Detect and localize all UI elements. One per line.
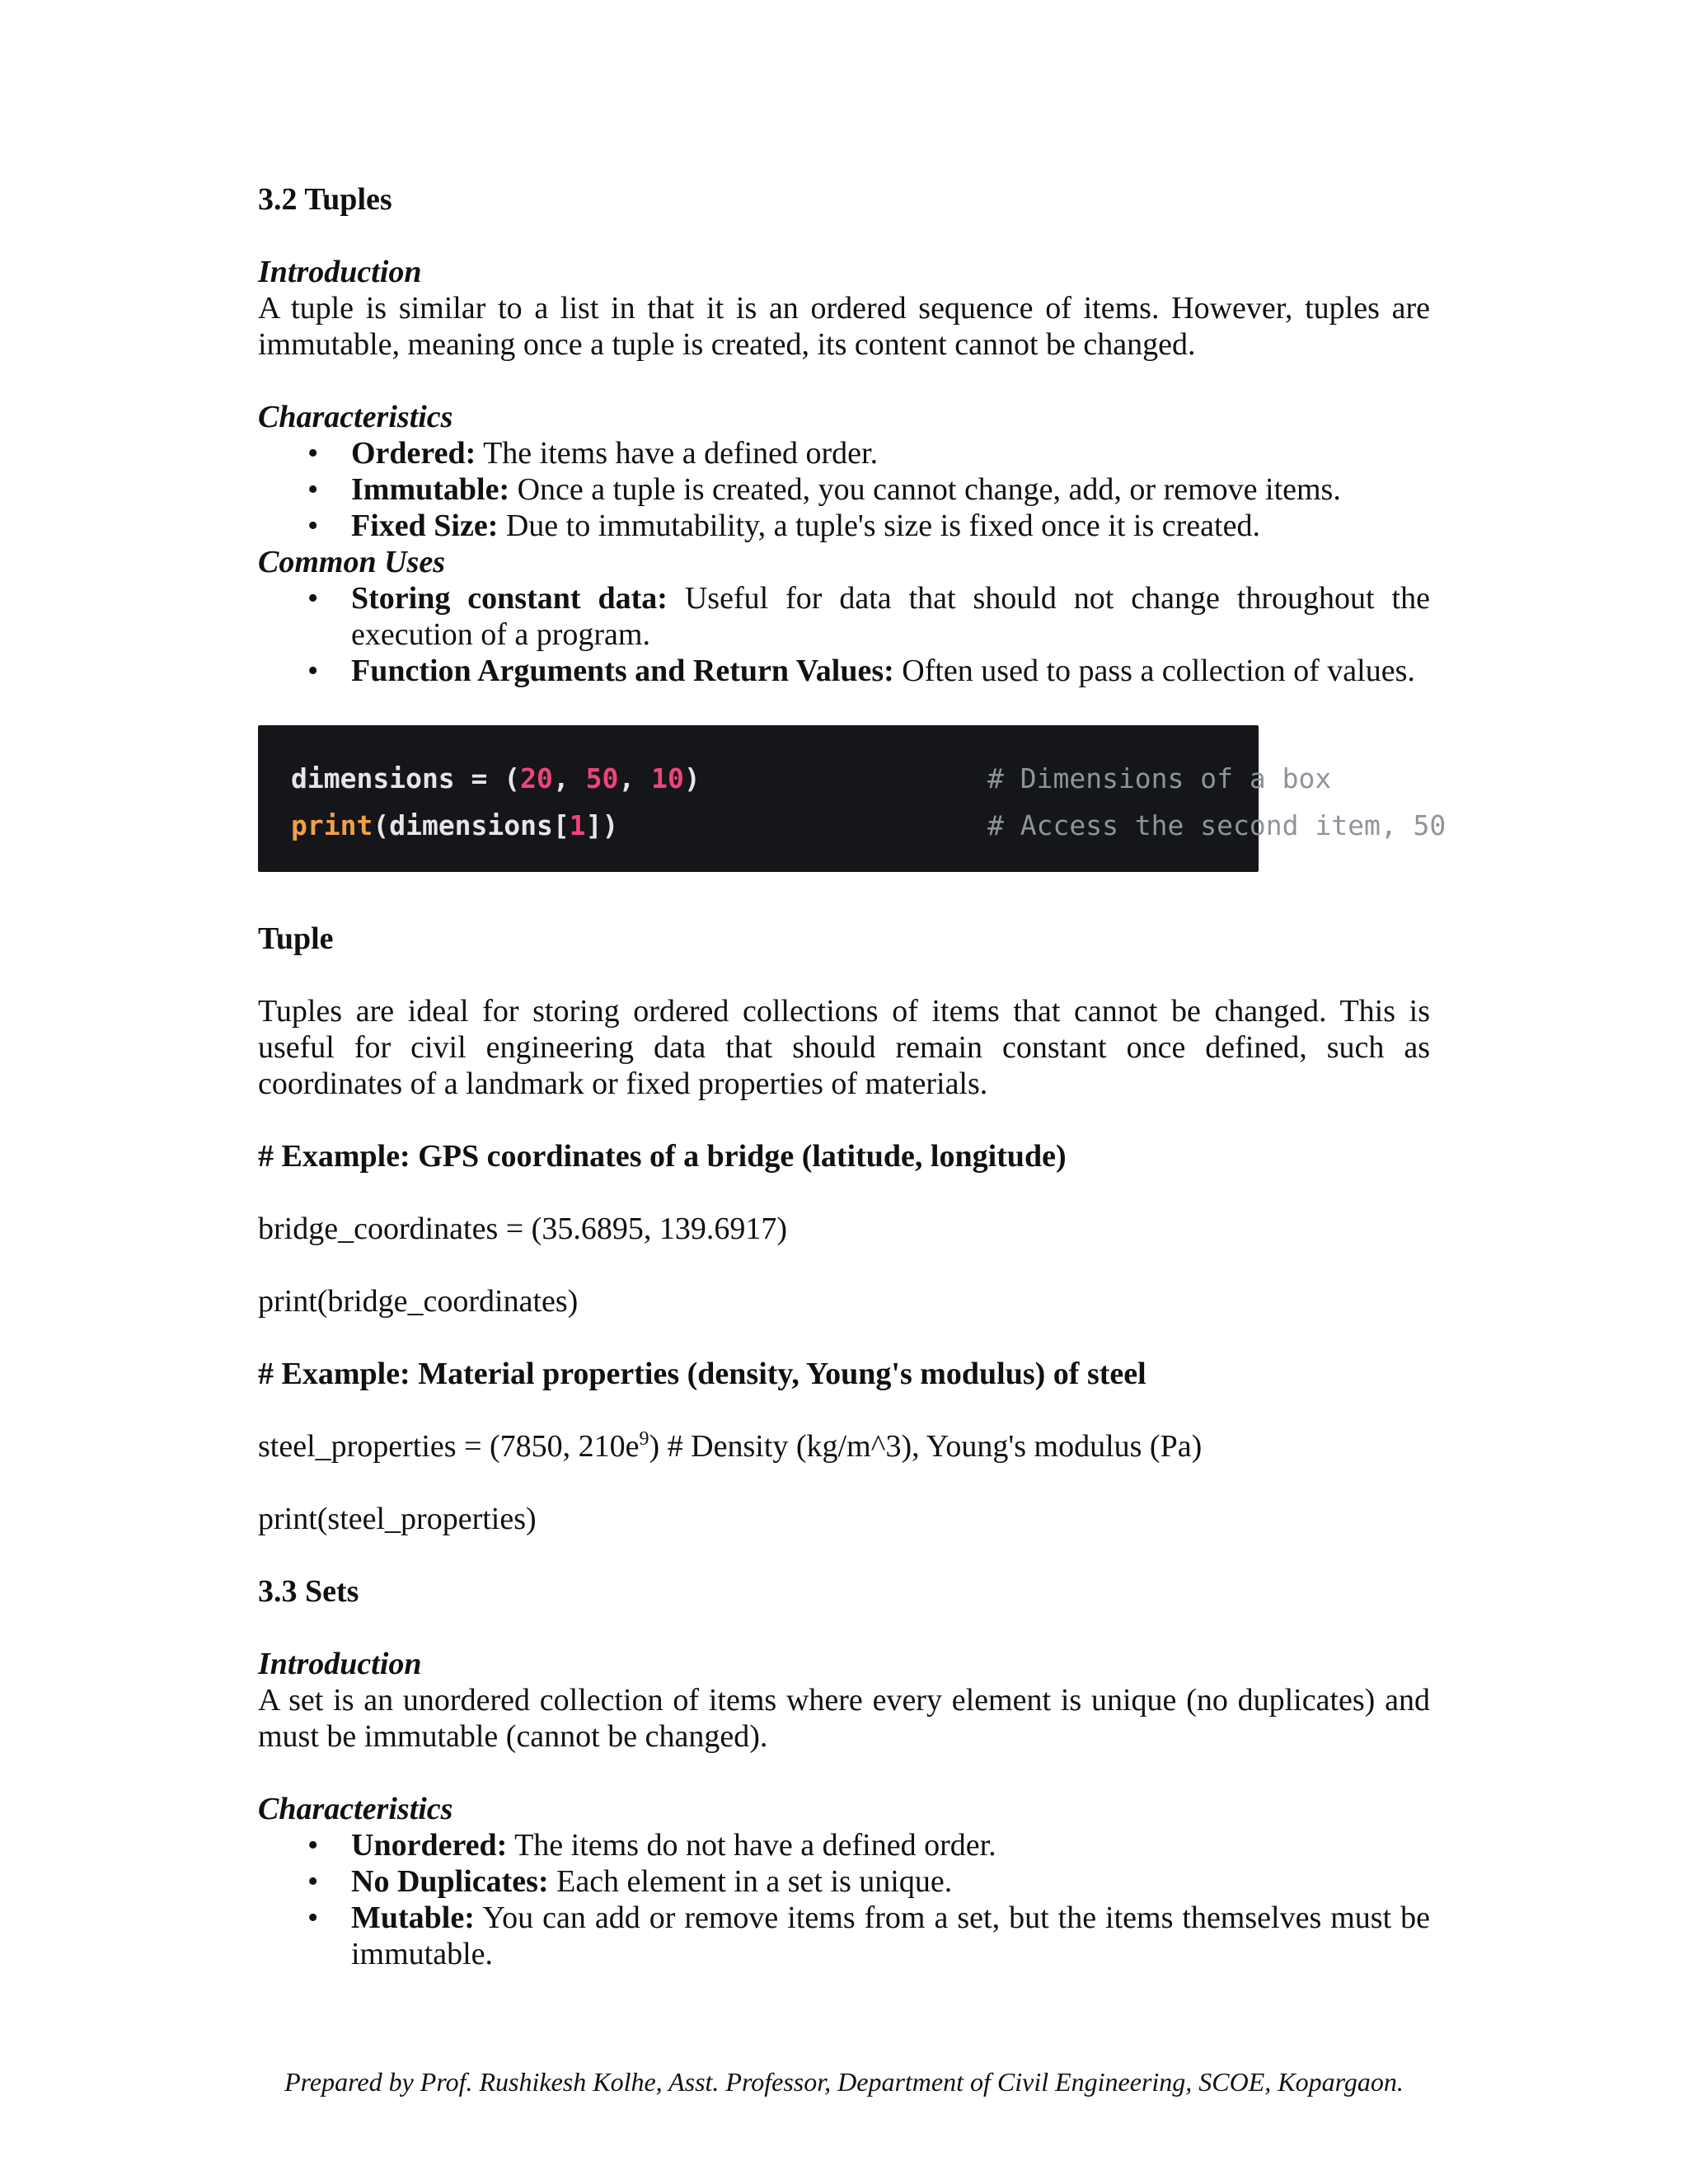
- list-item-term: Ordered:: [351, 436, 476, 471]
- sets-intro-text: A set is an unordered collection of items where every element is unique (no duplicates) and must be immutable (cannot be changed).: [258, 1683, 1430, 1754]
- list-item-desc: Often used to pass a collection of values.: [893, 654, 1415, 688]
- tuples-intro-text: A tuple is similar to a list in that it is an ordered sequence of items. However, tuples are immutable, meaning once a tuple is created, its content cannot be changed.: [258, 291, 1430, 362]
- list-item-desc: The items do not have a defined order.: [507, 1828, 996, 1863]
- code-token: ): [683, 762, 701, 794]
- list-item-desc: Due to immutability, a tuple's size is fixed once it is created.: [498, 509, 1260, 543]
- list-item-term: No Duplicates:: [351, 1864, 549, 1899]
- bullet-icon: •: [307, 472, 319, 507]
- code-token: (dimensions[: [373, 809, 570, 841]
- bullet-icon: •: [307, 436, 319, 471]
- code-number: 20: [520, 762, 553, 794]
- list-item-term: Fixed Size:: [351, 509, 499, 543]
- code-comment: # Access the second item, 50: [987, 809, 1447, 841]
- section-heading-sets: 3.3 Sets: [258, 1574, 359, 1609]
- code-number: 1: [569, 809, 586, 841]
- code-text: steel_properties = (7850, 210e: [258, 1429, 640, 1464]
- code-line: [291, 802, 1447, 849]
- list-item-term: Mutable:: [351, 1900, 475, 1935]
- tuples-uses-list: [258, 580, 1430, 689]
- section-heading-tuples: 3.2 Tuples: [258, 182, 392, 217]
- list-item: [258, 435, 1430, 471]
- superscript: 9: [639, 1428, 649, 1450]
- bullet-icon: •: [307, 654, 319, 688]
- list-item: [258, 653, 1430, 689]
- code-token: ,: [618, 762, 652, 794]
- list-item-term: Immutable:: [351, 472, 510, 507]
- example1-code-line2: print(bridge_coordinates): [258, 1284, 579, 1319]
- tuples-uses-title: Common Uses: [258, 545, 445, 579]
- code-number: 50: [585, 762, 619, 794]
- example2-code-line2: print(steel_properties): [258, 1502, 537, 1536]
- list-item-desc: Each element in a set is unique.: [548, 1864, 953, 1899]
- code-comment: # Dimensions of a box: [987, 762, 1332, 794]
- tuple-section-title: Tuple: [258, 921, 334, 956]
- code-function: print: [291, 809, 373, 841]
- code-token: ,: [552, 762, 586, 794]
- code-block: [258, 725, 1447, 872]
- list-item-term: Unordered:: [351, 1828, 508, 1863]
- sets-characteristics-list: [258, 1827, 1430, 1972]
- example-heading: # Example: GPS coordinates of a bridge (latitude, longitude): [258, 1139, 1067, 1174]
- tuples-characteristics-list: [258, 435, 1430, 544]
- sets-intro-title: Introduction: [258, 1647, 422, 1681]
- list-item: [258, 1827, 1430, 1863]
- code-token: ]): [585, 809, 619, 841]
- bullet-icon: •: [307, 1900, 319, 1935]
- example2-code-line1: [258, 1428, 1430, 1465]
- list-item-desc: Once a tuple is created, you cannot change, add, or remove items.: [509, 472, 1341, 507]
- tuples-characteristics-title: Characteristics: [258, 400, 453, 434]
- bullet-icon: •: [307, 1864, 319, 1899]
- list-item-desc: The items have a defined order.: [476, 436, 879, 471]
- page-content: [258, 181, 1447, 1972]
- code-number: 10: [651, 762, 684, 794]
- list-item-term: Storing constant data:: [351, 581, 668, 616]
- tuples-intro-title: Introduction: [258, 255, 422, 289]
- sets-characteristics-title: Characteristics: [258, 1792, 453, 1826]
- code-text: ) # Density (kg/m^3), Young's modulus (Pa): [649, 1429, 1203, 1464]
- list-item-desc: Useful for data that should not change throughout the execution of a program.: [351, 581, 1430, 652]
- list-item-desc: You can add or remove items from a set, but the items themselves must be immutable.: [351, 1900, 1430, 1971]
- list-item: [258, 508, 1430, 544]
- example-heading: # Example: Material properties (density, Young's modulus) of steel: [258, 1357, 1146, 1391]
- bullet-icon: •: [307, 581, 319, 616]
- list-item: [258, 1863, 1430, 1900]
- code-token: dimensions = (: [291, 762, 521, 794]
- list-item: [258, 1900, 1430, 1972]
- list-item: [258, 471, 1430, 508]
- list-item: [258, 580, 1430, 653]
- example1-title: [258, 1138, 1430, 1174]
- code-line: [291, 755, 1332, 802]
- bullet-icon: •: [307, 1828, 319, 1863]
- bullet-icon: •: [307, 509, 319, 543]
- tuple-section-text: Tuples are ideal for storing ordered collections of items that cannot be changed. This is useful for civil engineering data that should remain constant once defined, such as coordinates of a landmark or fixed properties of materials.: [258, 994, 1430, 1101]
- list-item-term: Function Arguments and Return Values:: [351, 654, 894, 688]
- example2-title: [258, 1356, 1430, 1392]
- page-footer: Prepared by Prof. Rushikesh Kolhe, Asst. Professor, Department of Civil Engineering, SCOE, Kopargaon.: [284, 2067, 1404, 2097]
- example1-code-line1: bridge_coordinates = (35.6895, 139.6917): [258, 1212, 787, 1246]
